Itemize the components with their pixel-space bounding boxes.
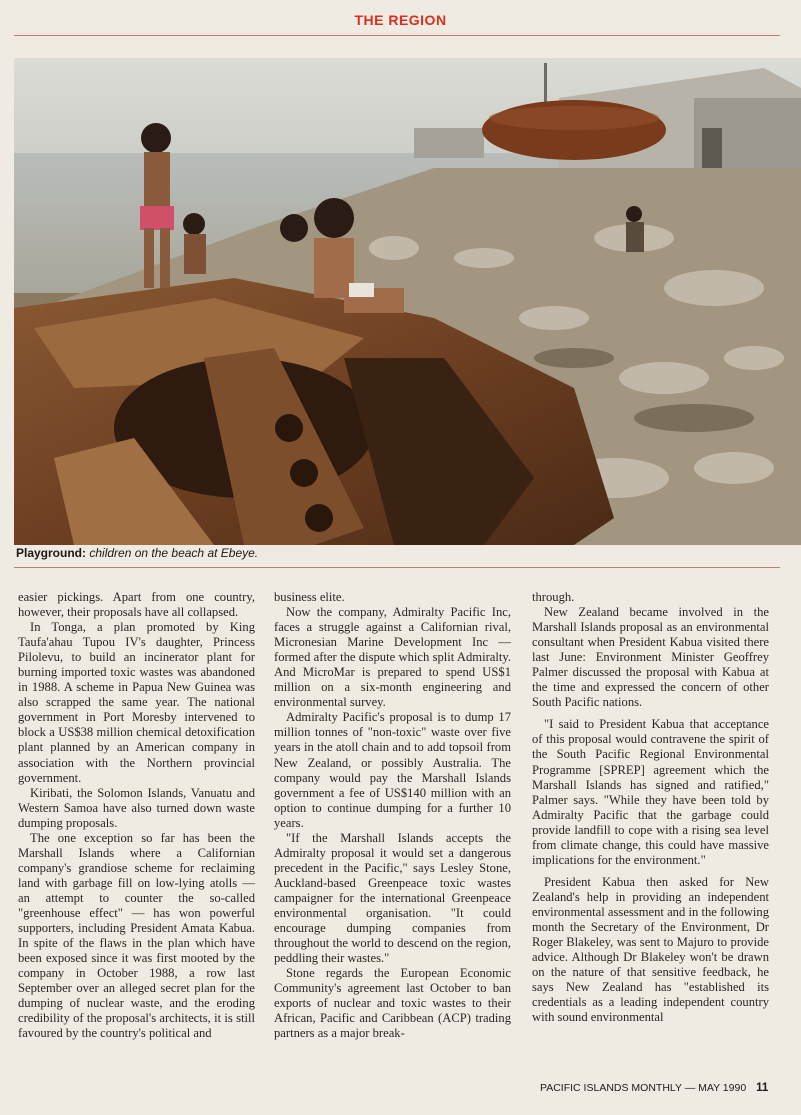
page-number: 11 [756,1082,769,1094]
paragraph: New Zealand became involved in the Marshall Islands proposal as an environmental consultant when President Kabua visited there last June: Environment Minister Geoffrey Palmer discussed the proposal with Kabua at the time and expressed the concern of other South Pacific nations. [532,605,769,710]
article-column-1 [18,590,255,1041]
paragraph: Stone regards the European Economic Community's agreement last October to ban exports of nuclear and toxic wastes to their African, Pacific and Caribbean (ACP) trading partners as a major break- [274,966,511,1041]
paragraph: The one exception so far has been the Marshall Islands where a Californian company's grandiose scheme for reclaiming land with garbage fill on low-lying atolls — an attempt to counter the so-called "greenhouse effect" — has won powerful supporters, including President Amata Kabua. In spite of the flaws in the plan which have been exposed since it was first mooted by the company in October 1988, a row last September over an alleged secret plan for the dumping of nuclear waste, and the eroding credibility of the proposal's architects, it is still favoured by the country's political and [18,830,255,1041]
photo-illustration [14,58,801,545]
paragraph: Now the company, Admiralty Pacific Inc, faces a struggle against a Californian rival, Micronesian Marine Development Inc — formed after the dispute which split Admiralty. And MicroMar is prepared to spend US$1 million on a six-month engineering and environmental survey. [274,605,511,710]
page-footer [540,1082,780,1094]
publication-line: PACIFIC ISLANDS MONTHLY — MAY 1990 [540,1082,747,1094]
paragraph: through. [532,590,575,604]
caption-text: children on the beach at Ebeye. [89,546,259,560]
article-column-2 [274,590,511,1041]
paragraph: "I said to President Kabua that acceptance of this proposal would contravene the spirit of the South Pacific Regional Environmental Programme [SPREP] agreement which the Marshall Islands has signed and ratified," Palmer says. "While they have been told by Admiralty Pacific that the garbage could provide landfill to cope with a rising sea level from climate change, this could have massive implications for the environment." [532,717,769,867]
article-column-3 [532,590,769,1025]
section-heading: THE REGION [354,12,447,28]
paragraph: Admiralty Pacific's proposal is to dump 17 million tonnes of "non-toxic" waste over five years in the atoll chain and to add topsoil from New Zealand, or possibly Australia. The company would pay the Marshall Islands government a fee of US$140 million with an option to continue dumping for a further 10 years. [274,710,511,830]
paragraph: In Tonga, a plan promoted by King Taufa'ahau Tupou IV's daughter, Princess Pilolevu, to build an incinerator plant for burning imported toxic wastes was abandoned in 1988. A scheme in Papua New Guinea was also scrapped the same year. The national government in Port Moresby intervened to block a US$38 million chemical detoxification plant planned by an American company in association with the Northern provincial government. [18,620,255,785]
caption-lead: Playground: [16,546,87,560]
paragraph: President Kabua then asked for New Zealand's help in providing an independent environmental assessment and in the following month the Secretary of the Environment, Dr Roger Blakeley, was sent to Majuro to provide advice. Although Dr Blakeley won't be drawn on the nature of that sensitive feedback, he says New Zealand has "established its credentials as a leading independent country with sound environmental [532,874,769,1025]
beach-photo [14,58,801,545]
photo-caption [16,546,796,560]
header-rule [14,35,780,36]
paragraph: business elite. [274,590,345,604]
paragraph: easier pickings. Apart from one country, however, their proposals have all collapsed. [18,590,255,620]
paragraph: Kiribati, the Solomon Islands, Vanuatu and Western Samoa have also turned down waste dumping proposals. [18,785,255,830]
paragraph: "If the Marshall Islands accepts the Admiralty proposal it would set a dangerous precedent in the Pacific," says Lesley Stone, Auckland-based Greenpeace toxic wastes campaigner for the international Greenpeace environmental organisation. "It could encourage dumping companies from throughout the world to descend on the region, peddling their wastes." [274,830,511,966]
caption-rule [14,567,780,568]
